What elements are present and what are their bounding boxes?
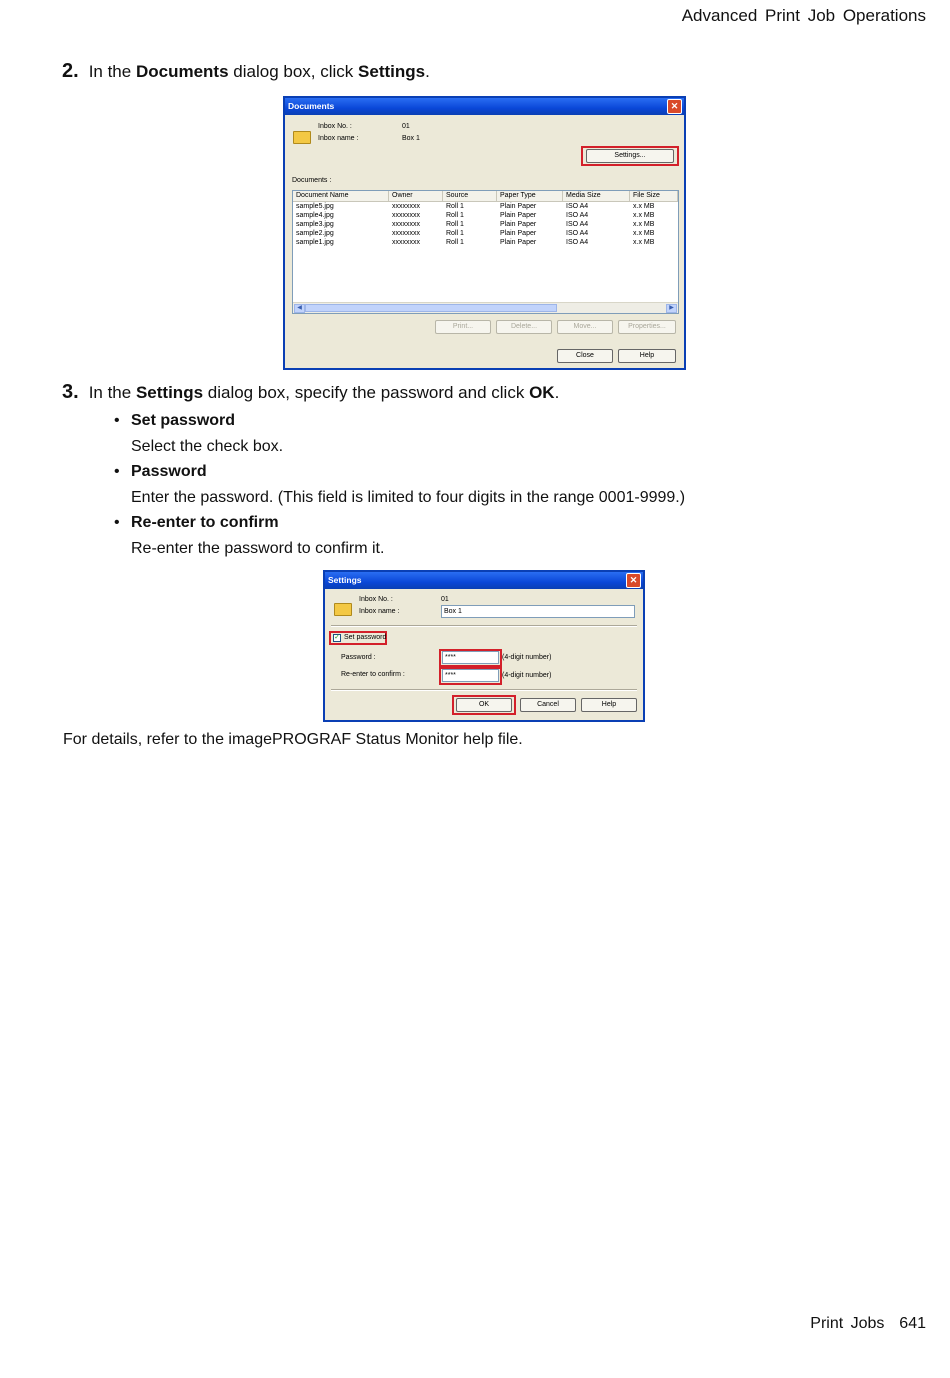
set-password-checkbox[interactable]: ✓ bbox=[334, 634, 340, 641]
bullet-item bbox=[114, 459, 685, 485]
column-header[interactable]: Document Name bbox=[293, 191, 389, 201]
password-label: Password : bbox=[341, 654, 376, 661]
cell: Plain Paper bbox=[500, 203, 537, 210]
table-row[interactable] bbox=[293, 211, 678, 220]
bullet-desc: Select the check box. bbox=[131, 437, 284, 455]
cell: Roll 1 bbox=[446, 221, 464, 228]
cell: ISO A4 bbox=[566, 203, 589, 210]
dialog-title: Settings bbox=[328, 575, 362, 585]
password-field[interactable]: **** bbox=[442, 651, 499, 664]
cell: Roll 1 bbox=[446, 239, 464, 246]
inbox-name-label: Inbox name : bbox=[359, 608, 400, 615]
step-text: . bbox=[425, 62, 430, 81]
inbox-no-value: 01 bbox=[441, 596, 449, 603]
table-row[interactable] bbox=[293, 202, 678, 211]
cell: xxxxxxxx bbox=[392, 230, 420, 237]
action-name: OK bbox=[529, 383, 555, 402]
move-button[interactable]: Move... bbox=[557, 320, 613, 334]
running-header: Advanced Print Job Operations bbox=[681, 6, 926, 25]
chapter-name: Print Jobs bbox=[810, 1315, 885, 1332]
cell: Roll 1 bbox=[446, 203, 464, 210]
bullet-glyph: • bbox=[114, 412, 120, 429]
inbox-no-value: 01 bbox=[402, 123, 410, 130]
bullet-glyph: • bbox=[114, 463, 120, 480]
documents-list[interactable] bbox=[292, 190, 679, 314]
table-row[interactable] bbox=[293, 220, 678, 229]
cell: xxxxxxxx bbox=[392, 239, 420, 246]
list-header bbox=[293, 191, 678, 202]
inbox-no-label: Inbox No. : bbox=[318, 123, 352, 130]
cell: ISO A4 bbox=[566, 212, 589, 219]
dialog-titlebar bbox=[285, 98, 684, 115]
bullet-title: Re-enter to confirm bbox=[131, 514, 279, 531]
cell: Roll 1 bbox=[446, 230, 464, 237]
inbox-name-label: Inbox name : bbox=[318, 135, 359, 142]
help-note: For details, refer to the imagePROGRAF Status Monitor help file. bbox=[63, 731, 523, 748]
column-header[interactable]: Media Size bbox=[563, 191, 630, 201]
step-text: In the bbox=[88, 62, 132, 81]
inbox-folder-icon bbox=[293, 131, 311, 144]
close-icon[interactable]: ✕ bbox=[626, 573, 641, 588]
cell: sample1.jpg bbox=[296, 239, 334, 246]
cell: xxxxxxxx bbox=[392, 221, 420, 228]
cell: xxxxxxxx bbox=[392, 203, 420, 210]
table-row[interactable] bbox=[293, 229, 678, 238]
action-name: Settings bbox=[358, 62, 426, 81]
scroll-left-icon[interactable]: ◀ bbox=[294, 304, 305, 313]
inbox-name-field[interactable]: Box 1 bbox=[441, 605, 635, 618]
bullet-desc: Re-enter the password to confirm it. bbox=[131, 539, 385, 557]
cancel-button[interactable]: Cancel bbox=[520, 698, 576, 712]
reenter-hint: (4-digit number) bbox=[502, 672, 552, 679]
cell: Plain Paper bbox=[500, 221, 537, 228]
cell: Plain Paper bbox=[500, 239, 537, 246]
documents-dialog bbox=[283, 96, 686, 370]
column-header[interactable]: Owner bbox=[389, 191, 443, 201]
set-password-label[interactable]: Set password bbox=[344, 634, 387, 641]
cell: ISO A4 bbox=[566, 239, 589, 246]
cell: sample3.jpg bbox=[296, 221, 334, 228]
close-icon[interactable]: ✕ bbox=[667, 99, 682, 114]
password-hint: (4-digit number) bbox=[502, 654, 552, 661]
properties-button[interactable]: Properties... bbox=[618, 320, 676, 334]
inbox-name-value: Box 1 bbox=[402, 135, 420, 142]
close-button[interactable]: Close bbox=[557, 349, 613, 363]
print-button[interactable]: Print... bbox=[435, 320, 491, 334]
cell: x.x MB bbox=[633, 203, 655, 210]
bullet-title: Set password bbox=[131, 412, 236, 429]
bullet-desc: Enter the password. (This field is limited to four digits in the range 0001-9999.) bbox=[131, 488, 686, 506]
cell: ISO A4 bbox=[566, 221, 589, 228]
step-number: 3. bbox=[62, 381, 79, 403]
cell: Plain Paper bbox=[500, 230, 537, 237]
scroll-right-icon[interactable]: ▶ bbox=[666, 304, 677, 313]
page-number: 641 bbox=[899, 1315, 926, 1332]
dialog-name: Documents bbox=[135, 62, 229, 81]
bullet-list bbox=[114, 408, 685, 561]
step-2 bbox=[62, 60, 430, 83]
help-button[interactable]: Help bbox=[618, 349, 676, 363]
help-button[interactable]: Help bbox=[581, 698, 637, 712]
documents-label: Documents : bbox=[292, 177, 332, 184]
delete-button[interactable]: Delete... bbox=[496, 320, 552, 334]
column-header[interactable]: Paper Type bbox=[497, 191, 563, 201]
separator bbox=[331, 625, 637, 627]
cell: x.x MB bbox=[633, 212, 655, 219]
ok-button[interactable]: OK bbox=[456, 698, 512, 712]
cell: sample2.jpg bbox=[296, 230, 334, 237]
cell: Plain Paper bbox=[500, 212, 537, 219]
dialog-title: Documents bbox=[288, 101, 335, 111]
bullet-glyph: • bbox=[114, 514, 120, 531]
cell: x.x MB bbox=[633, 221, 655, 228]
cell: Roll 1 bbox=[446, 212, 464, 219]
bullet-item bbox=[114, 408, 685, 434]
bullet-title: Password bbox=[131, 463, 207, 480]
dialog-name: Settings bbox=[135, 383, 204, 402]
column-header[interactable]: Source bbox=[443, 191, 497, 201]
inbox-no-label: Inbox No. : bbox=[359, 596, 393, 603]
step-text: dialog box, click bbox=[233, 62, 354, 81]
separator bbox=[331, 689, 637, 691]
bullet-item bbox=[114, 510, 685, 536]
settings-dialog bbox=[323, 570, 645, 722]
scroll-thumb[interactable] bbox=[305, 304, 557, 312]
running-footer bbox=[810, 1315, 926, 1333]
cell: x.x MB bbox=[633, 239, 655, 246]
dialog-titlebar bbox=[325, 572, 643, 589]
cell: sample4.jpg bbox=[296, 212, 334, 219]
step-text: . bbox=[554, 383, 560, 402]
reenter-label: Re-enter to confirm : bbox=[341, 671, 405, 678]
reenter-field[interactable]: **** bbox=[442, 669, 499, 682]
step-text: In the bbox=[88, 383, 132, 402]
cell: xxxxxxxx bbox=[392, 212, 420, 219]
settings-button[interactable]: Settings... bbox=[586, 149, 674, 163]
cell: ISO A4 bbox=[566, 230, 589, 237]
inbox-folder-icon bbox=[334, 603, 352, 616]
step-number: 2. bbox=[62, 60, 79, 82]
horizontal-scrollbar[interactable] bbox=[293, 302, 678, 313]
cell: sample5.jpg bbox=[296, 203, 334, 210]
step-text: dialog box, specify the password and click bbox=[207, 383, 525, 402]
cell: x.x MB bbox=[633, 230, 655, 237]
table-row[interactable] bbox=[293, 238, 678, 247]
column-header[interactable]: File Size bbox=[630, 191, 678, 201]
step-3 bbox=[62, 381, 559, 404]
